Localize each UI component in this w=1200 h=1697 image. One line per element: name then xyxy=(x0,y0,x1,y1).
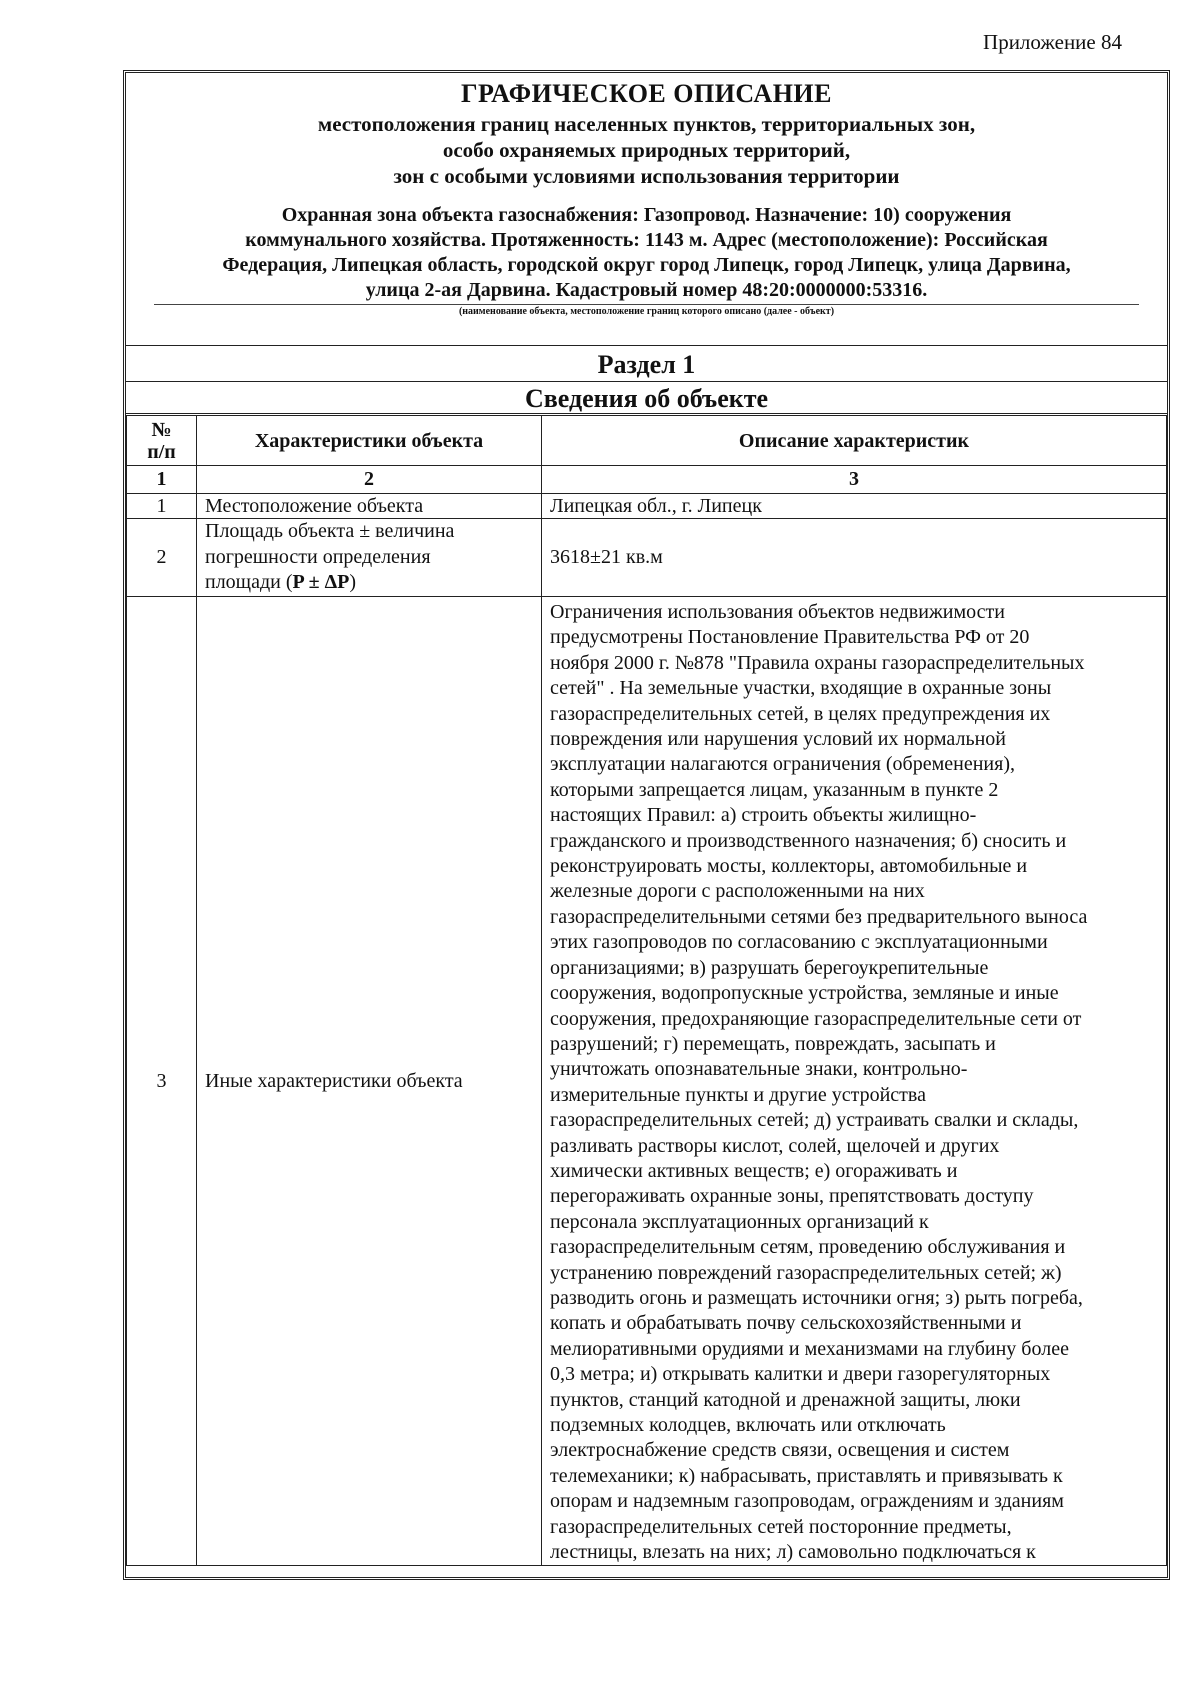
row-value: 3618±21 кв.м xyxy=(542,519,1167,597)
description-line: разливать растворы кислот, солей, щелочей и других xyxy=(550,1134,1000,1157)
table-row xyxy=(127,519,1167,597)
description-line: гражданского и производственного назначения; б) сносить и xyxy=(550,829,1067,852)
object-caption: (наименование объекта, местоположение границ которого описано (далее - объект) xyxy=(458,306,835,317)
description-line: перегораживать охранные зоны, препятствовать доступу xyxy=(550,1185,1034,1208)
row-name-line xyxy=(205,570,533,596)
document-header xyxy=(126,73,1167,346)
table-row xyxy=(127,494,1167,519)
description-line: газораспределительных сетей посторонние предметы, xyxy=(550,1515,1012,1538)
object-line: коммунального хозяйства. Протяженность: 1143 м. Адрес (местоположение): Российская xyxy=(245,229,1048,251)
row-name-line: Площадь объекта ± величина xyxy=(205,520,455,543)
description-line: подземных колодцев, включать или отключать xyxy=(550,1414,946,1436)
row-name xyxy=(197,519,542,597)
section-subtitle: Сведения об объекте xyxy=(126,381,1167,416)
description-line: разрушений; г) перемещать, повреждать, засыпать и xyxy=(550,1032,996,1055)
column-number: 1 xyxy=(127,466,197,494)
appendix-label: Приложение 84 xyxy=(983,30,1122,54)
description-line: железные дороги с расположенными на них xyxy=(550,880,925,903)
subtitle-line: зон с особыми условиями использования территории xyxy=(393,164,900,188)
object-info-table xyxy=(126,415,1167,1566)
description-line: газораспределительными сетями без предварительного выноса xyxy=(550,905,1088,928)
row-name: Иные характеристики объекта xyxy=(197,597,542,1566)
row-num: 2 xyxy=(127,519,197,597)
description-line: сооружения, предохраняющие газораспределительные сети от xyxy=(550,1007,1082,1030)
description-line: 0,3 метра; и) открывать калитки и двери газорегуляторных xyxy=(550,1363,1051,1386)
document-frame xyxy=(123,70,1170,1580)
description-line: повреждения или нарушения условий их нормальной xyxy=(550,728,1006,751)
section-title: Раздел 1 xyxy=(597,350,696,379)
subtitle-line: местоположения границ населенных пунктов, территориальных зон, xyxy=(317,112,976,136)
description-line: которыми запрещается лицам, указанным в пункте 2 xyxy=(550,778,999,801)
description-line: устранению повреждений газораспределительных сетей; ж) xyxy=(550,1261,1062,1284)
header-num-line: № xyxy=(151,418,172,441)
row-name-text: площади ( xyxy=(205,571,293,594)
description-line: предусмотрены Постановление Правительства РФ от 20 xyxy=(550,626,1030,649)
header-num-line: п/п xyxy=(147,440,176,463)
description-line: настоящих Правил: а) строить объекты жилищно- xyxy=(550,804,977,827)
description-line: газораспределительным сетям, проведению обслуживания и xyxy=(550,1236,1066,1259)
description-line: газораспределительных сетей; д) устраивать свалки и склады, xyxy=(550,1109,1079,1132)
description-line: химически активных веществ; е) огораживать и xyxy=(550,1159,958,1182)
description-line: персонала эксплуатационных организаций к xyxy=(550,1210,929,1233)
description-line: мелиоративными орудиями и механизмами на глубину более xyxy=(550,1337,1069,1360)
row-name-text: ) xyxy=(349,571,357,594)
description-line: опорам и надземным газопроводам, ограждениям и зданиям xyxy=(550,1490,1064,1513)
column-number-row xyxy=(127,466,1167,494)
description-line: лестницы, влезать на них; л) самовольно подключаться к xyxy=(550,1541,1036,1564)
row-num: 3 xyxy=(127,597,197,1566)
object-line: Федерация, Липецкая область, городской округ город Липецк, город Липецк, улица Дарвина, xyxy=(222,254,1071,276)
description-line: Ограничения использования объектов недвижимости xyxy=(550,601,1005,623)
description-line: электроснабжение средств связи, освещения и систем xyxy=(550,1439,1010,1462)
description-line: реконструировать мосты, коллекторы, автомобильные и xyxy=(550,855,1028,878)
document-subtitle xyxy=(126,111,1167,189)
object-line: улица 2-ая Дарвина. Кадастровый номер 48:20:0000000:53316. xyxy=(365,279,928,301)
description-line: эксплуатации налагаются ограничения (обременения), xyxy=(550,753,1015,776)
description-line: телемеханики; к) набрасывать, приставлять и привязывать к xyxy=(550,1464,1063,1487)
header-description: Описание характеристик xyxy=(542,416,1167,466)
row-value: Липецкая обл., г. Липецк xyxy=(542,494,1167,519)
header-num xyxy=(127,416,197,466)
description-line: организациями; в) разрушать берегоукрепительные xyxy=(550,956,989,979)
description-line: этих газопроводов по согласованию с эксплуатационными xyxy=(550,931,1048,954)
document-title: ГРАФИЧЕСКОЕ ОПИСАНИЕ xyxy=(461,79,832,108)
object-line: Охранная зона объекта газоснабжения: Газопровод. Назначение: 10) сооружения xyxy=(281,204,1012,226)
row-value xyxy=(542,597,1167,1566)
column-number: 3 xyxy=(542,466,1167,494)
column-number: 2 xyxy=(197,466,542,494)
description-line: сооружения, водопропускные устройства, земляные и иные xyxy=(550,982,1059,1005)
description-line: копать и обрабатывать почву сельскохозяйственными и xyxy=(550,1312,1022,1335)
table-row xyxy=(127,597,1167,1566)
table-header-row xyxy=(127,416,1167,466)
row-num: 1 xyxy=(127,494,197,519)
object-description xyxy=(158,203,1135,303)
description-line: измерительные пункты и другие устройства xyxy=(550,1083,926,1106)
subtitle-line: особо охраняемых природных территорий, xyxy=(442,138,851,162)
row-name-line: погрешности определения xyxy=(205,545,431,568)
description-line: пунктов, станций катодной и дренажной защиты, люки xyxy=(550,1388,1021,1411)
description-line: сетей" . На земельные участки, входящие в охранные зоны xyxy=(550,677,1052,700)
row-name: Местоположение объекта xyxy=(197,494,542,519)
description-line: ноября 2000 г. №878 "Правила охраны газораспределительных xyxy=(550,651,1085,674)
description-line: разводить огонь и размещать источники огня; з) рыть погреба, xyxy=(550,1286,1083,1309)
description-line: уничтожать опознавательные знаки, контрольно- xyxy=(550,1058,968,1081)
formula-text: P ± ΔP xyxy=(292,571,350,594)
description-line: газораспределительных сетей, в целях предупреждения их xyxy=(550,702,1051,725)
underline-divider xyxy=(154,304,1139,305)
header-characteristics: Характеристики объекта xyxy=(197,416,542,466)
